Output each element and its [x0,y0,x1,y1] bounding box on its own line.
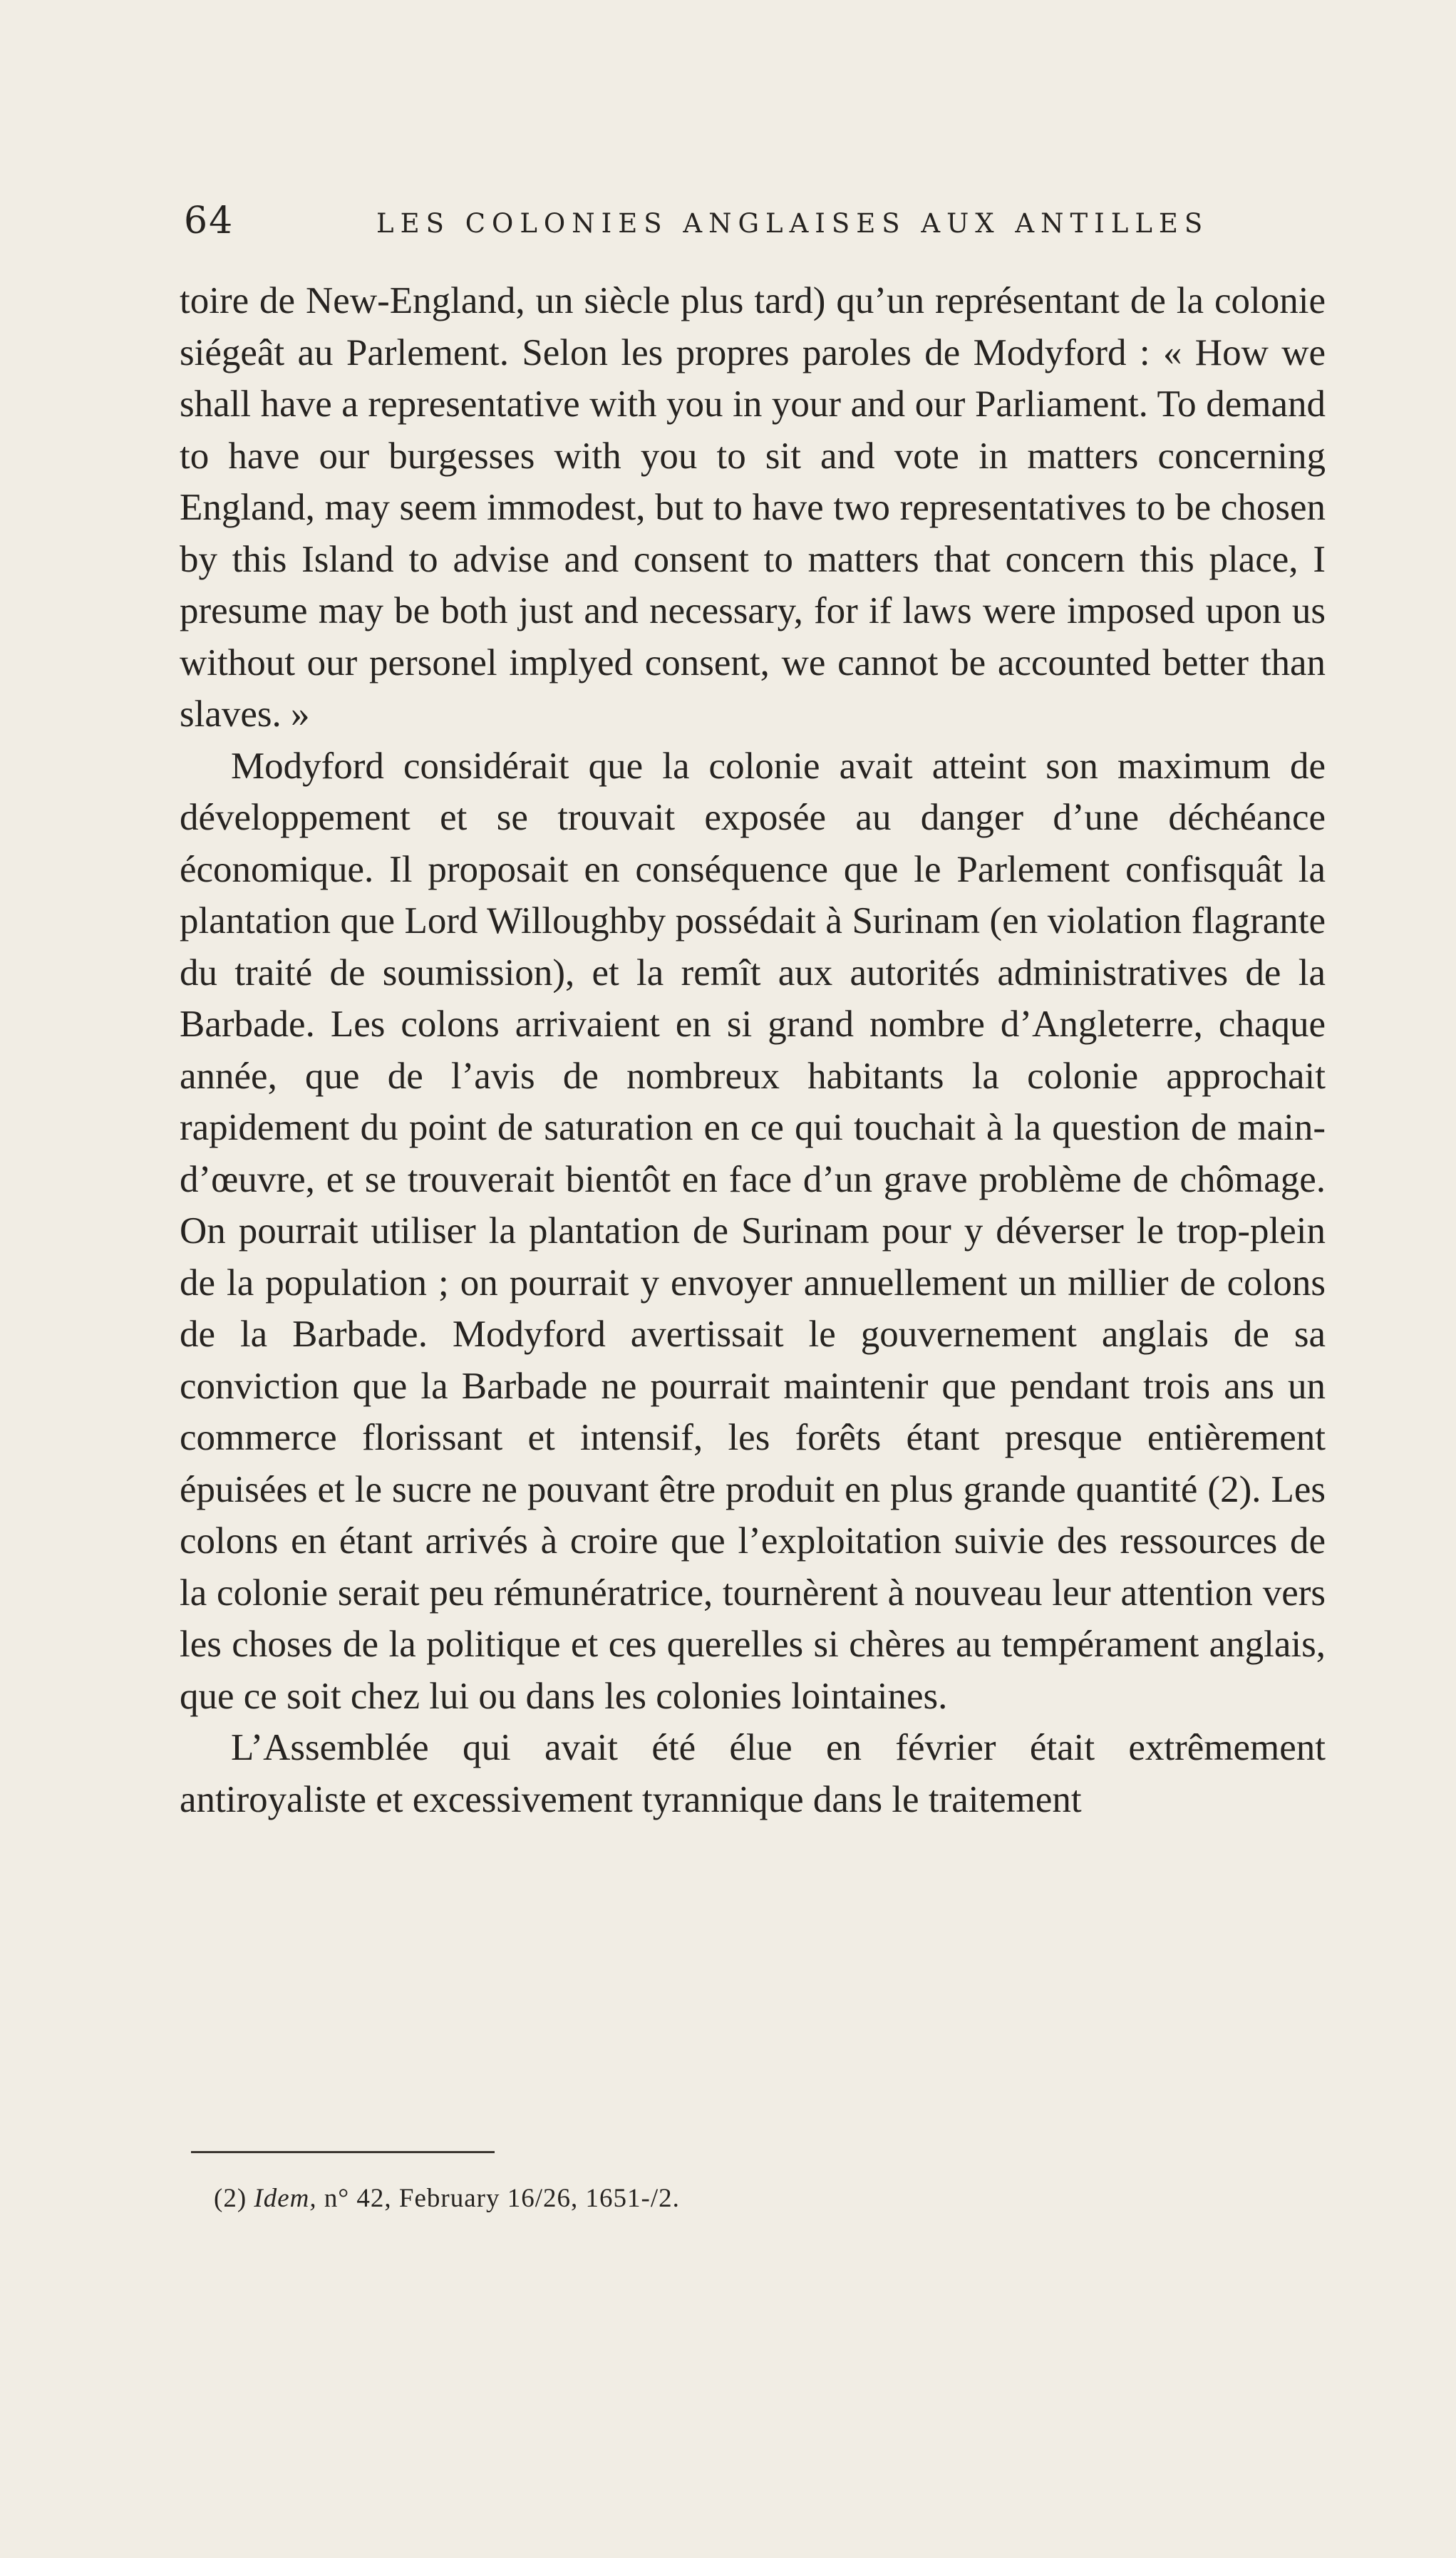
footnote-rule [191,2151,495,2153]
paragraph-assemblee: L’Assemblée qui avait été élue en février était extrêmement antiroyaliste et excessivement tyrannique dans le traitement [180,1727,1326,1820]
paragraph-continuation: toire de New-England, un siècle plus tard) qu’un représentant de la colonie siégeât au Parlement. Selon les propres paroles de Modyford : « How we shall have a representative with you in your and our Parliament. To demand to have our burgesses with you to sit and vote in matters concerning England, may seem immodest, but to have two representatives to be chosen by this Island to advise and consent to matters that concern this place, I presume may be both just and necessary, for if laws were imposed upon us without our personel implyed consent, we cannot be accounted better than slaves. » [180,280,1326,735]
footnote [214,2181,1283,2217]
footnote-source: Idem, [254,2184,317,2213]
footnote-detail: n° 42, February 16/26, 1651-/2. [324,2184,680,2213]
paragraph-modyford: Modyford considérait que la colonie avait atteint son maximum de développement et se trouvait exposée au danger d’une déchéance économique. Il proposait en conséquence que le Parlement confisquât la plantation que Lord Willoughby possédait à Surinam (en violation flagrante du traité de soumission), et la remît aux autorités administratives de la Barbade. Les colons arrivaient en si grand nombre d’Angleterre, chaque année, que de l’avis de nombreux habitants la colonie approchait rapidement du point de saturation en ce qui touchait à la question de main-d’œuvre, et se trouverait bientôt en face d’un grave problème de chômage. On pourrait utiliser la plantation de Surinam pour y déverser le trop-plein de la population ; on pourrait y envoyer annuellement un millier de colons de la Barbade. Modyford avertissait le gouvernement anglais de sa conviction que la Barbade ne pourrait maintenir que pendant trois ans un commerce florissant et intensif, les forêts étant presque entièrement épuisées et le sucre ne pouvant être produit en plus grande quantité (2). Les colons en étant arrivés à croire que l’exploitation suivie des ressources de la colonie serait peu rémunératrice, tournèrent à nouveau leur attention vers les choses de la politique et ces querelles si chères au tempérament anglais, que ce soit chez lui ou dans les colonies lointaines. [180,745,1326,1717]
page-number: 64 [184,200,234,242]
main-text [180,275,1326,1825]
running-title: LES COLONIES ANGLAISES AUX ANTILLES [376,208,1209,239]
footnote-marker: (2) [214,2184,247,2213]
